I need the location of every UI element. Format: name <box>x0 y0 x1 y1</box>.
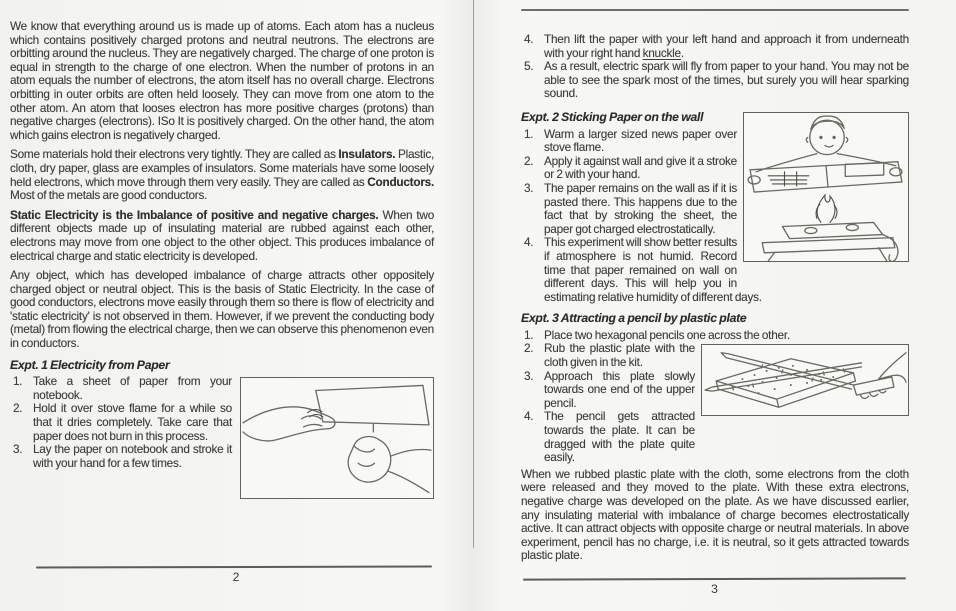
list-item <box>521 342 909 369</box>
list-item-text: Rub the plastic plate with the cloth given in the kit. <box>544 341 695 370</box>
list-item <box>521 128 909 155</box>
text-run: Most of the metals are good conductors. <box>10 188 208 203</box>
list-item <box>521 155 909 182</box>
list-item-text: As a result, electric spark will fly from paper to your hand. You may not be able to see the spark most of the times, but surely you will hear sparking sound. <box>544 59 909 101</box>
bold-term-conductors: Conductors. <box>367 174 434 189</box>
list-item <box>521 182 909 236</box>
expt1-section <box>10 359 434 504</box>
list-item-text: Take a sheet of paper from your notebook. <box>33 374 232 402</box>
expt2-section <box>521 111 909 304</box>
list-item-text: Lay the paper on notebook and stroke it with your hand for a few times. <box>33 442 232 470</box>
list-item <box>521 33 909 60</box>
paragraph-atoms: We know that everything around us is made up of atoms. Each atom has a nucleus which contains positively charged protons and neutral neutrons. The electrons are orbitting around the nucleus. They are negatively charged. The charge of one proton is equal in strength to the charge of one electron. When the number of protons in an atom equals the number of electrons, the atom itself has no overall charge. Electrons orbitting in outer orbits are often held loosely. They can move from one atom to the other atom. An atom that looses electron has more positive charges (protons) than negative charges (electrons). ISo It is positively charged. On the other hand, the atom which gains electron is negatively charged. <box>10 19 434 142</box>
footer-rule-left <box>36 565 432 568</box>
footer-rule-right <box>523 577 906 580</box>
bold-term-insulators: Insulators. <box>338 147 396 162</box>
page-left <box>10 20 434 503</box>
list-item-text: This experiment will show better results if atmosphere is not humid. Record time that paper remained on wall on different days. This will help you in estimating relative humidity of different days. <box>544 235 762 304</box>
list-item-number: 2. <box>524 341 534 356</box>
list-item <box>521 410 909 464</box>
text-run: Some materials hold their electrons very tightly. They are called as <box>10 147 339 162</box>
page-right <box>521 9 909 569</box>
page-number-right: 3 <box>711 582 718 596</box>
list-item-text: Hold it over stove flame for a while so that it dries completely. Take care that paper does not burn in this process. <box>33 401 232 443</box>
paragraph-static-electricity <box>10 209 434 263</box>
list-item-number: 2. <box>524 153 534 168</box>
paragraph-insulators-conductors <box>10 148 434 202</box>
list-item-text: Approach this plate slowly towards one end of the upper pencil. <box>544 368 695 410</box>
list-item-number: 4. <box>524 409 534 424</box>
page-gutter-line <box>473 0 474 548</box>
list-item-text: Apply it against wall and give it a stroke or 2 with your hand. <box>544 153 737 182</box>
text-run: When two different objects made up of insulating material are rubbed against each other, electrons may move from one object to the other object. This produces imbalance of electrical charge and static electricity is developed. <box>10 207 434 263</box>
list-item-number: 1. <box>524 126 534 141</box>
list-item <box>10 443 434 470</box>
list-item-number: 2. <box>13 401 23 416</box>
text-run: Plastic, cloth, dry paper, glass are examples of insulators. Some materials have some loosely held electrons, which move through them very easily. They are called as <box>10 147 434 189</box>
list-item-number: 1. <box>524 327 534 342</box>
list-item-text: The paper remains on the wall as if it is pasted there. This happens due to the fact that by stroking the sheet, the paper got charged electrostatically. <box>544 180 737 236</box>
list-item <box>521 236 909 304</box>
expt2-heading: Expt. 2 Sticking Paper on the wall <box>521 109 704 124</box>
list-item-number: 3. <box>13 442 23 457</box>
list-item-number: 4. <box>524 235 534 250</box>
header-rule <box>521 9 909 11</box>
list-item <box>521 329 909 343</box>
list-item-number: 1. <box>13 374 23 389</box>
expt1-heading: Expt. 1 Electricity from Paper <box>10 357 170 372</box>
list-item <box>10 402 434 443</box>
list-item-text: . <box>680 45 684 60</box>
list-item-text: Warm a larger sized news paper over stove flame. <box>544 126 737 155</box>
list-item <box>521 60 909 101</box>
list-item-text: The pencil gets attracted towards the plate. It can be dragged with the plate quite easily. <box>544 409 695 465</box>
paragraph-any-object: Any object, which has developed imbalance of charge attracts other oppositely charged object or neutral object. This is the basis of Static Electricity. In the case of good conductors, electrons move easily through them so there is flow of electricity and 'static electricity' is not observed in them. However, if we prevent the conducting body (metal) from flowing the electrical charge, then we can observe this phenomenon even in conductors. <box>10 268 434 351</box>
list-item-text: Place two hexagonal pencils one across the other. <box>544 327 790 342</box>
expt3-section <box>521 312 909 465</box>
paragraph-conclusion: When we rubbed plastic plate with the cloth, some electrons from the cloth were released and they moved to the plate. With these extra electrons, negative charge was developed on the plate. As we have discussed earlier, any insulating material with imbalance of charge becomes electrostatically active. It can attract objects with opposite charge or neutral materials. In above experiment, pencil has no charge, i.e. it is neutral, so it gets attracted towards plastic plate. <box>521 466 909 563</box>
expt3-heading: Expt. 3 Attracting a pencil by plastic plate <box>521 311 747 326</box>
list-item <box>521 370 909 411</box>
page-number-left: 2 <box>232 570 240 584</box>
underlined-word-knuckle: knuckle <box>642 45 681 60</box>
list-item-number: 5. <box>524 59 534 74</box>
list-item <box>10 375 434 402</box>
list-item-number: 3. <box>524 368 534 383</box>
list-item-number: 3. <box>524 180 534 195</box>
list-item-text: Then lift the paper with your left hand and approach it from underneath with your right hand <box>544 32 909 60</box>
bold-lead-sentence: Static Electricity is the Imbalance of positive and negative charges. <box>10 207 379 222</box>
list-item-number: 4. <box>524 32 534 46</box>
